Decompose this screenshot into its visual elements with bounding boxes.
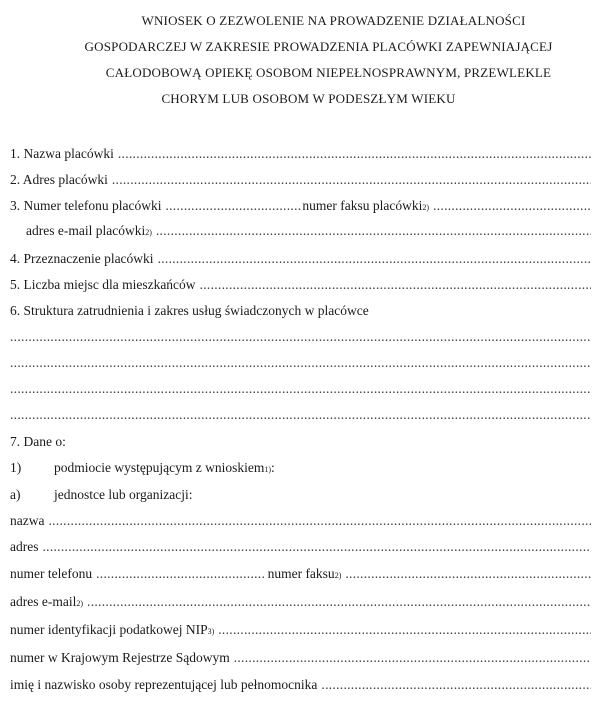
field-label: 6. Struktura zatrudnienia i zakres usług świadczonych w placówce — [10, 303, 369, 318]
item-podmiot: 1) podmiocie występującym z wnioskiem 1) : — [10, 460, 275, 475]
title-line-1: WNIOSEK O ZEZWOLENIE NA PROWADZENIE DZIAŁALNOŚCI — [141, 13, 526, 28]
title-line-2: GOSPODARCZEJ W ZAKRESIE PROWADZENIA PLACÓWKI ZAPEWNIAJĄCEJ — [84, 39, 553, 54]
item-jednostka — [10, 487, 591, 507]
fill-line[interactable] — [321, 677, 591, 693]
field-struktura-label — [10, 303, 591, 323]
fill-line[interactable] — [10, 329, 591, 345]
item-number: a) — [10, 487, 21, 502]
section-label: 7. Dane o: — [10, 434, 66, 449]
field-label: 4. Przeznaczenie placówki — [10, 251, 154, 266]
field-nip[interactable]: numer identyfikacji podatkowej NIP 3) ..... — [10, 622, 591, 642]
field-nazwa[interactable] — [10, 513, 591, 533]
field-label: numer telefonu — [10, 566, 93, 581]
fill-line[interactable] — [156, 223, 591, 239]
section-dane-o — [10, 434, 591, 454]
field-label: 5. Liczba miejsc dla mieszkańców — [10, 277, 196, 292]
field-label: adres e-mail placówki — [26, 223, 146, 238]
fill-line[interactable] — [10, 381, 591, 397]
title-line-3: CAŁODOBOWĄ OPIEKĘ OSOBOM NIEPEŁNOSPRAWNYM, PRZEWLEKLE — [105, 65, 552, 80]
fill-line-faks[interactable] — [345, 566, 591, 582]
field-krs[interactable] — [10, 650, 591, 670]
field-label: adres — [10, 539, 39, 554]
item-label: jednostce lub organizacji: — [54, 487, 193, 502]
form-title — [0, 8, 597, 112]
field-label: 1. Nazwa placówki — [10, 146, 114, 161]
field-label: numer identyfikacji podatkowej NIP — [10, 622, 208, 637]
fill-line[interactable] — [48, 513, 591, 529]
field-label: nazwa — [10, 513, 45, 528]
fill-line[interactable] — [118, 146, 591, 162]
fill-line-telefon[interactable] — [165, 198, 301, 214]
fill-line[interactable] — [200, 277, 591, 293]
fill-line-telefon[interactable] — [96, 566, 266, 582]
fill-line[interactable] — [42, 539, 591, 555]
field-email-placowki[interactable]: adres e-mail placówki 2) ..... — [26, 223, 591, 243]
field-liczba-miejsc[interactable] — [10, 277, 591, 297]
field-adres-email[interactable]: adres e-mail 2) ..... — [10, 594, 591, 614]
fill-line[interactable] — [10, 407, 591, 423]
field-struktura-line-1[interactable] — [10, 329, 591, 349]
fill-line-faks[interactable] — [433, 198, 591, 214]
field-nazwa-placowki[interactable] — [10, 146, 591, 166]
field-label: numer faksu placówki — [302, 198, 423, 213]
item-number: 1) — [10, 460, 22, 475]
fill-line[interactable] — [10, 355, 591, 371]
title-line-4: CHORYM LUB OSOBOM W PODESZŁYM WIEKU — [161, 91, 456, 106]
field-label: 3. Numer telefonu placówki — [10, 198, 162, 213]
fill-line[interactable] — [87, 594, 591, 610]
field-label: 2. Adres placówki — [10, 172, 108, 187]
field-adres[interactable] — [10, 539, 591, 559]
fill-line[interactable] — [218, 622, 591, 638]
fill-line[interactable] — [234, 650, 591, 666]
field-osoba-reprezentujaca[interactable] — [10, 677, 591, 697]
item-label: podmiocie występującym z wnioskiem — [54, 460, 265, 475]
field-telefon-faks-placowki[interactable]: 3. Numer telefonu placówki ..... numer faksu placówki 2) ..... — [10, 198, 591, 218]
field-label: imię i nazwisko osoby reprezentującej lub pełnomocnika — [10, 677, 318, 692]
field-label: numer w Krajowym Rejestrze Sądowym — [10, 650, 230, 665]
field-przeznaczenie[interactable] — [10, 251, 591, 271]
field-label: adres e-mail — [10, 594, 77, 609]
fill-line[interactable] — [158, 251, 591, 267]
field-adres-placowki[interactable] — [10, 172, 591, 192]
field-telefon-faks[interactable]: numer telefonu ..... numer faksu 2) ..... — [10, 566, 591, 586]
field-label: numer faksu — [267, 566, 335, 581]
field-struktura-line-3[interactable] — [10, 381, 591, 401]
fill-line[interactable] — [112, 172, 591, 188]
field-struktura-line-4[interactable] — [10, 407, 591, 427]
field-struktura-line-2[interactable] — [10, 355, 591, 375]
